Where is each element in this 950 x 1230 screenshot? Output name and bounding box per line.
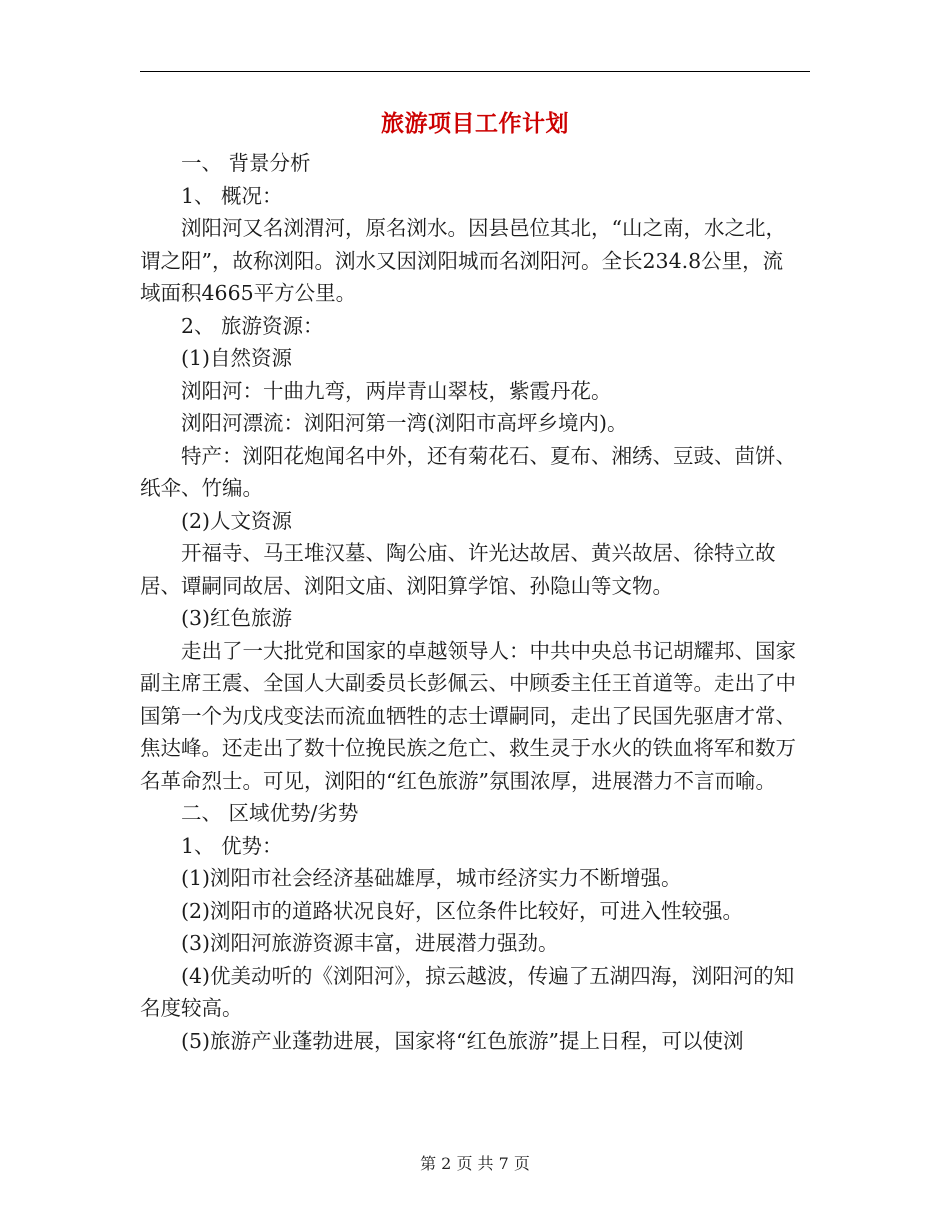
subsection-heading: 1、 概况： <box>181 183 283 208</box>
list-item: (2)浏阳市的道路状况良好，区位条件比较好，可进入性较强。 <box>181 898 744 923</box>
body-paragraph: 开福寺、马王堆汉墓、陶公庙、许光达故居、黄兴故居、徐特立故居、谭嗣同故居、浏阳文庙、浏阳算学馆、孙隐山等文物。 <box>140 541 776 598</box>
section-heading: 一、 背景分析 <box>181 151 311 175</box>
body-paragraph: 浏阳河又名浏渭河，原名浏水。因县邑位其北，“山之南，水之北，谓之阳”，故称浏阳。浏水又因浏阳城而名浏阳河。全长234.8公里，流域面积4665平方公里。 <box>140 216 786 305</box>
page-number-footer: 第 2 页 共 7 页 <box>420 1154 530 1173</box>
body-paragraph: 浏阳河：十曲九弯，两岸青山翠枝，紫霞丹花。 <box>181 378 612 403</box>
body-paragraph: 特产：浏阳花炮闻名中外，还有菊花石、夏布、湘绣、豆豉、茴饼、纸伞、竹编。 <box>140 443 796 500</box>
list-item: (3)浏阳河旅游资源丰富，进展潜力强劲。 <box>181 931 559 955</box>
document-body <box>140 147 800 1057</box>
subsection-heading: 1、 优势： <box>181 833 283 858</box>
subsection-heading: 2、 旅游资源： <box>181 313 324 338</box>
section-heading: 二、 区域优势/劣势 <box>181 801 359 825</box>
header-rule <box>140 71 810 72</box>
list-heading: (1)自然资源 <box>181 346 293 370</box>
body-paragraph: 走出了一大批党和国家的卓越领导人：中共中央总书记胡耀邦、国家副主席王震、全国人大副委员长彭佩云、中顾委主任王首道等。走出了中国第一个为戊戌变法而流血牺牲的志士谭嗣同，走出了民国先驱唐才常、焦达峰。还走出了数十位挽民族之危亡、救生灵于水火的铁血将军和数万名革命烈士。可见，浏阳的“红色旅游”氛围浓厚，进展潜力不言而喻。 <box>140 638 796 793</box>
list-heading: (3)红色旅游 <box>181 606 293 630</box>
list-item: (5)旅游产业蓬勃进展，国家将“红色旅游”提上日程，可以使浏 <box>181 1028 744 1053</box>
document-title: 旅游项目工作计划 <box>381 110 569 137</box>
list-item: (1)浏阳市社会经济基础雄厚，城市经济实力不断增强。 <box>181 866 682 890</box>
list-heading: (2)人文资源 <box>181 508 293 533</box>
body-paragraph: 浏阳河漂流：浏阳河第一湾(浏阳市高坪乡境内)。 <box>181 411 628 435</box>
list-item: (4)优美动听的《浏阳河》，掠云越波，传遍了五湖四海，浏阳河的知名度较高。 <box>140 963 795 1020</box>
